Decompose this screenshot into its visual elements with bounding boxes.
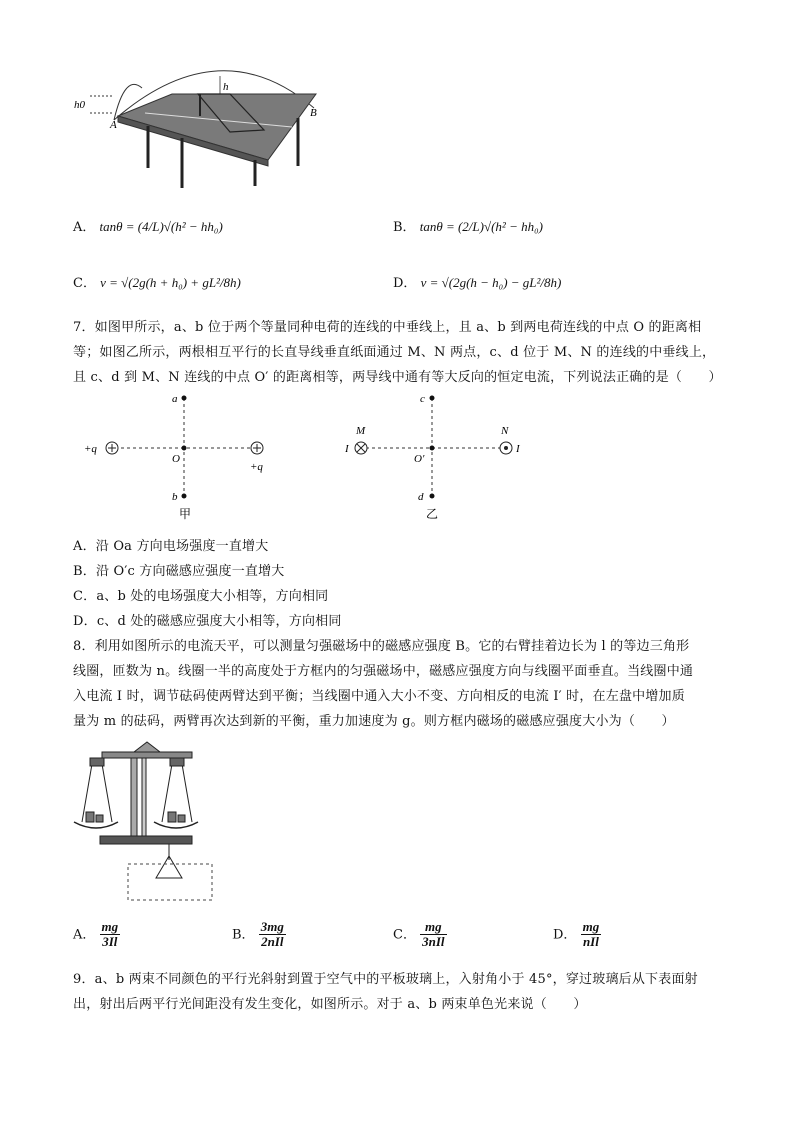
label-h: h [223,81,229,93]
point-O [182,446,187,451]
q8-option-d [553,920,601,950]
option-letter: B． [393,220,416,235]
caption-jia: 甲 [179,507,192,521]
q7-option-d: D．c、d 处的磁感应强度大小相等，方向相同 [73,614,342,629]
q9-line-2: 出，射出后两平行光间距没有发生变化，如图所示。对于 a、b 两束单色光来说（ ） [73,997,587,1012]
q6-option-a [73,216,223,235]
point-c [430,396,435,401]
caption-yi: 乙 [426,507,439,521]
option-letter: C． [393,927,416,943]
option-letter: B． [232,927,255,943]
label-O-prime: O′ [414,453,425,465]
q8-line-2: 线圈，匝数为 n。线圈一半的高度处于方框内的匀强磁场中，磁感应强度方向与线圈平面垂直。当线圈中通 [73,664,694,679]
label-a: a [172,393,178,405]
option-formula: v = √(2g(h + h₀) + gL²/8h) [100,275,241,290]
q8-line-4: 量为 m 的砝码，两臂再次达到新的平衡，重力加速度为 g。则方框内磁场的磁感应强度大小为（ ） [73,714,675,729]
label-O: O [172,453,180,465]
q8-option-a [73,920,120,950]
numerator: mg [101,919,119,934]
q8-line-1: 8．利用如图所示的电流天平，可以测量匀强磁场中的磁感应强度 B。它的右臂挂着边长为 l 的等边三角形 [73,639,690,654]
q7-line-2: 等；如图乙所示，两根相互平行的长直导线垂直纸面通过 M、N 两点，c、d 位于 M、N 的连线的中垂线上， [73,345,716,360]
option-formula: tanθ = (2/L)√(h² − hh₀) [419,219,543,234]
label-I-right: I [516,443,520,455]
label-d: d [418,491,424,503]
magnetic-field-box [128,864,212,900]
q7-line-3: 且 c、d 到 M、N 连线的中点 O′ 的距离相等，两导线中通有等大反向的恒定电流，下列说法正确的是（ ） [73,370,722,385]
figure-yi [340,388,540,523]
option-fraction [581,920,602,950]
numerator: mg [582,919,600,934]
q7-option-c: C．a、b 处的电场强度大小相等，方向相同 [73,589,329,604]
point-b [182,494,187,499]
q8-option-c [393,920,447,950]
figure-jia [80,388,280,523]
numerator: 3mg [260,919,284,934]
label-right-charge: +q [250,461,263,473]
current-balance-figure [72,738,222,908]
option-fraction [259,920,286,950]
q7-option-b: B．沿 O′c 方向磁感应强度一直增大 [73,564,285,579]
option-fraction [420,920,446,950]
option-formula: v = √(2g(h − h₀) − gL²/8h) [420,275,562,290]
label-I-left: I [345,443,349,455]
denominator: nIl [582,934,599,950]
point-a [182,396,187,401]
label-h0: h0 [74,99,85,111]
option-fraction [100,920,121,950]
numerator: mg [420,920,446,935]
denominator: 2nIl [261,934,284,950]
option-letter: D． [553,927,577,943]
q6-option-b [393,216,543,235]
q7-line-1: 7．如图甲所示，a、b 位于两个等量同种电荷的连线的中垂线上，且 a、b 到两电荷连线的中点 O 的距离相 [73,320,702,335]
option-letter: A． [73,927,96,943]
option-formula: tanθ = (4/L)√(h² − hh₀) [99,219,223,234]
q8-option-b [232,920,286,950]
q9-line-1: 9．a、b 两束不同颜色的平行光斜射到置于空气中的平板玻璃上，入射角小于 45°，穿过玻璃后从下表面射 [73,972,698,987]
point-O-prime [430,446,435,451]
label-A: A [110,119,117,131]
label-left-charge: +q [84,443,97,455]
label-B: B [310,107,317,119]
q6-option-d [393,272,561,291]
denominator: 3nIl [422,934,445,950]
q7-option-a: A．沿 Oa 方向电场强度一直增大 [73,539,269,554]
label-b: b [172,491,178,503]
label-c: c [420,393,425,405]
q6-option-c [73,272,241,291]
point-d [430,494,435,499]
option-letter: C． [73,276,96,291]
q8-line-3: 入电流 I 时，调节砝码使两臂达到平衡；当线圈中通入大小不变、方向相反的电流 I′ 时，在左盘中增加质 [73,689,685,704]
option-letter: D． [393,276,417,291]
label-M: M [356,425,366,437]
label-N: N [501,425,509,437]
table-figure [70,68,340,198]
denominator: 3Il [102,934,118,950]
option-letter: A． [73,220,96,235]
